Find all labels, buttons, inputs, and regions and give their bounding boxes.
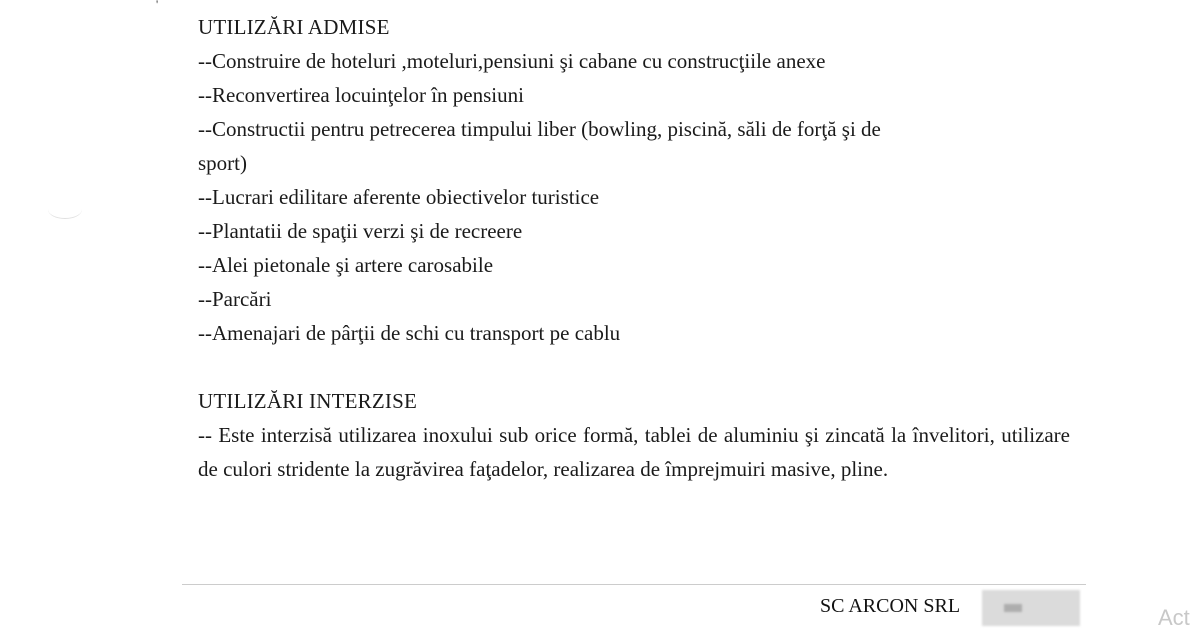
forbidden-uses-text: -- Este interzisă utilizarea inoxului sub orice formă, tablei de aluminiu şi zincată la învelitori, utilizare de culori stridente la zugrăvirea faţadelor, realizarea de împrejmuiri masive, pline.	[198, 423, 1070, 481]
company-footer: SC ARCON SRL	[820, 595, 961, 617]
scan-mark-left	[48, 200, 82, 219]
activation-watermark: Act	[1158, 605, 1190, 630]
allowed-use-item: --Construire de hoteluri ,moteluri,pensiuni şi cabane cu construcţiile anexe	[198, 49, 826, 73]
allowed-use-item: --Plantatii de spaţii verzi şi de recreere	[198, 219, 523, 243]
allowed-use-item: --Alei pietonale şi artere carosabile	[198, 253, 494, 277]
stamp-mark	[982, 590, 1080, 626]
allowed-use-item-continuation: sport)	[198, 151, 247, 175]
footer-divider	[182, 584, 1086, 585]
allowed-uses-title: UTILIZĂRI ADMISE	[198, 15, 390, 39]
stamp-mark-detail	[1004, 604, 1022, 612]
allowed-use-item: --Constructii pentru petrecerea timpului liber (bowling, piscină, săli de forţă şi de	[198, 117, 881, 141]
allowed-use-item: --Amenajari de pârţii de schi cu transport pe cablu	[198, 321, 621, 345]
forbidden-uses-title: UTILIZĂRI INTERZISE	[198, 389, 417, 413]
section-spacer	[198, 350, 1078, 384]
document-content	[198, 10, 1078, 486]
allowed-use-item: --Parcări	[198, 287, 272, 311]
allowed-use-item: --Reconvertirea locuinţelor în pensiuni	[198, 83, 524, 107]
allowed-use-item: --Lucrari edilitare aferente obiectivelor turistice	[198, 185, 600, 209]
scan-mark: '	[156, 0, 159, 11]
